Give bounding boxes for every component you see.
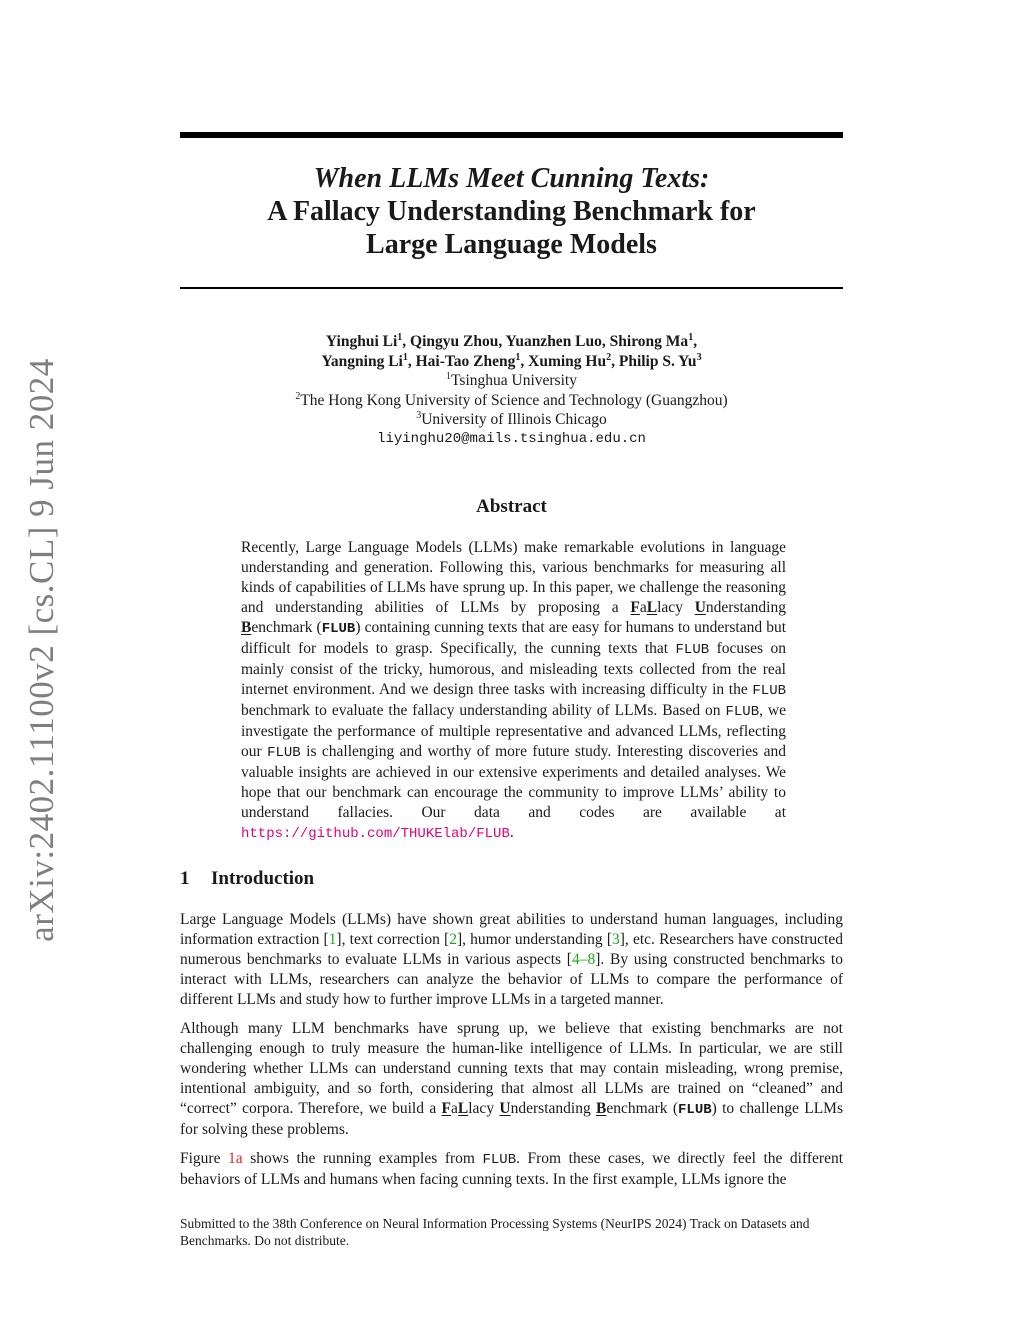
paper-title bbox=[180, 162, 843, 261]
abstract-segment: ) containing cunning texts that are easy for humans to understand but difficult for models to grasp. Specifically, the cunning texts that bbox=[241, 619, 786, 657]
text-segment: Large Language Models (LLMs) have shown great abilities to understand human languages, including information extraction [ bbox=[180, 911, 843, 948]
benchmark-name: FLUB bbox=[267, 745, 301, 761]
author-name: Hai-Tao Zheng bbox=[415, 352, 516, 370]
benchmark-name: FLUB bbox=[675, 642, 710, 658]
author-affiliation-mark: 1 bbox=[688, 331, 694, 343]
text-segment: shows the running examples from bbox=[242, 1150, 483, 1167]
paragraph bbox=[180, 1019, 843, 1140]
affiliation-mark: 2 bbox=[295, 390, 301, 402]
author-separator: , bbox=[520, 352, 529, 370]
section-title: Introduction bbox=[211, 868, 315, 889]
author-separator: , bbox=[498, 333, 506, 350]
citation-link[interactable]: 3 bbox=[611, 931, 620, 948]
abstract-segment: is challenging and worthy of more future study. Interesting discoveries and valuable insights are achieved in our extensive experiments and detailed analyses. We hope that our benchmark can encourage the community to improve LLMs’ ability to understand fallacies. Our data and codes are available at bbox=[241, 743, 786, 821]
acronym-letter: L bbox=[457, 1100, 469, 1117]
author-line-1 bbox=[180, 332, 843, 352]
benchmark-name: FLUB bbox=[678, 1102, 712, 1118]
acronym-letter: U bbox=[694, 599, 706, 616]
affiliation-1 bbox=[180, 371, 843, 391]
paragraph bbox=[180, 910, 843, 1010]
acronym-segment: a bbox=[451, 1100, 458, 1117]
abstract-segment: benchmark to evaluate the fallacy understanding ability of LLMs. Based on bbox=[241, 702, 726, 719]
abstract-segment: , we investigate the performance of multiple representative and advanced LLMs, reflecting our bbox=[241, 702, 786, 760]
contact-email[interactable]: liyinghu20@mails.tsinghua.edu.cn bbox=[377, 430, 646, 447]
text-segment: ) to challenge LLMs for solving these problems. bbox=[180, 1100, 843, 1138]
abstract-segment: Recently, Large Language Models (LLMs) make remarkable evolutions in language understanding and generation. Following this, various benchmarks for measuring all kinds of capabilities of LLMs have sprung up. In this paper, we challenge the reasoning and understanding abilities of LLMs by proposing a bbox=[241, 539, 786, 616]
author-name: Philip S. Yu bbox=[618, 352, 697, 370]
acronym-letter: F bbox=[441, 1100, 452, 1117]
benchmark-name: FLUB bbox=[482, 1152, 517, 1168]
citation-link[interactable]: 4–8 bbox=[571, 951, 596, 968]
acronym-letter: B bbox=[596, 1100, 607, 1117]
title-top-rule bbox=[180, 132, 843, 138]
text-segment: ], etc. Researchers have constructed numerous benchmarks to evaluate LLMs in various aspects [ bbox=[180, 931, 843, 968]
author-name: Yuanzhen Luo bbox=[505, 333, 602, 350]
citation-link[interactable]: 1 bbox=[328, 931, 337, 948]
author-affiliation-mark: 1 bbox=[402, 351, 408, 363]
title-bottom-rule bbox=[180, 287, 843, 289]
benchmark-name: FLUB bbox=[752, 683, 786, 699]
paragraph bbox=[180, 1149, 843, 1190]
abstract-segment: . bbox=[509, 824, 514, 841]
author-name: Shirong Ma bbox=[609, 333, 689, 350]
text-segment: ]. By using constructed benchmarks to interact with LLMs, researchers can analyze the behavior of LLMs to compare the performance of different LLMs and study how to further improve LLMs in a targeted manner. bbox=[180, 951, 843, 1008]
acronym-segment: lacy bbox=[657, 599, 695, 616]
abstract-text bbox=[241, 538, 786, 844]
benchmark-name: FLUB bbox=[725, 704, 760, 720]
text-segment: Figure bbox=[180, 1150, 229, 1167]
github-link[interactable]: https://github.com/THUKElab/FLUB bbox=[241, 826, 510, 842]
submission-footnote: Submitted to the 38th Conference on Neural Information Processing Systems (NeurIPS 2024) Track on Datasets and Benchmarks. Do not distribute. bbox=[180, 1216, 810, 1248]
author-affiliation-mark: 2 bbox=[606, 351, 612, 363]
acronym-letter: B bbox=[241, 619, 252, 636]
author-name: Qingyu Zhou bbox=[410, 333, 499, 350]
section-number: 1 bbox=[180, 868, 190, 889]
text-segment: ], text correction [ bbox=[336, 931, 450, 948]
author-separator: , bbox=[407, 352, 416, 370]
arxiv-identifier-stamp bbox=[22, 358, 62, 942]
benchmark-name: FLUB bbox=[321, 621, 356, 637]
title-line-1: When LLMs Meet Cunning Texts: bbox=[313, 163, 710, 194]
citation-link[interactable]: 2 bbox=[449, 931, 457, 948]
figure-reference-link[interactable]: 1a bbox=[228, 1150, 243, 1167]
author-name: Yangning Li bbox=[321, 352, 403, 370]
acronym-segment: lacy bbox=[468, 1100, 500, 1117]
acronym-segment: nderstanding bbox=[510, 1100, 597, 1117]
author-affiliation-mark: 3 bbox=[696, 351, 702, 363]
abstract-segment: focuses on mainly consist of the tricky, humorous, and misleading texts collected from the real internet environment. And we design three tasks with increasing difficulty in the bbox=[241, 640, 786, 698]
affiliation-name: Tsinghua University bbox=[451, 372, 577, 389]
text-segment: ], humor understanding [ bbox=[456, 931, 612, 948]
title-line-3: Large Language Models bbox=[366, 229, 657, 260]
author-affiliation-mark: 1 bbox=[515, 351, 521, 363]
acronym-letter: L bbox=[646, 599, 658, 616]
section-heading-introduction bbox=[180, 868, 314, 890]
acronym-segment: enchmark ( bbox=[606, 1100, 679, 1117]
author-separator: , bbox=[402, 333, 411, 350]
acronym-letter: U bbox=[499, 1100, 511, 1117]
title-line-2: A Fallacy Understanding Benchmark for bbox=[267, 196, 756, 227]
acronym-segment: enchmark ( bbox=[251, 619, 322, 636]
abstract-heading: Abstract bbox=[476, 496, 547, 517]
acronym-segment: a bbox=[639, 599, 647, 616]
arxiv-stamp-text: arXiv:2402.11100v2 [cs.CL] 9 Jun 2024 bbox=[22, 358, 62, 942]
author-separator: , bbox=[611, 352, 619, 370]
author-name: Xuming Hu bbox=[528, 352, 607, 370]
author-line-2 bbox=[180, 352, 843, 372]
text-segment: . From these cases, we directly feel the different behaviors of LLMs and humans when facing cunning texts. In the first example, LLMs ignore the bbox=[180, 1150, 844, 1188]
affiliation-2 bbox=[180, 391, 843, 411]
acronym-segment: nderstanding bbox=[705, 599, 786, 616]
text-segment: Although many LLM benchmarks have sprung up, we believe that existing benchmarks are not challenging enough to truly measure the human-like intelligence of LLMs. In particular, we are still wondering whether LLMs can understand cunning texts that may contain misleading, wrong premise, intentional ambiguity, and so forth, considering that almost all LLMs are trained on “cleaned” and “correct” corpora. Therefore, we build a bbox=[180, 1020, 843, 1117]
affiliation-name: The Hong Kong University of Science and Technology (Guangzhou) bbox=[300, 391, 728, 409]
author-name: Yinghui Li bbox=[325, 333, 398, 350]
author-block bbox=[180, 332, 843, 449]
author-separator: , bbox=[693, 333, 698, 350]
author-separator: , bbox=[601, 333, 610, 350]
affiliation-3 bbox=[180, 410, 843, 430]
affiliation-name: University of Illinois Chicago bbox=[421, 411, 607, 428]
author-affiliation-mark: 1 bbox=[397, 331, 403, 343]
introduction-body bbox=[180, 910, 843, 1199]
affiliation-mark: 1 bbox=[446, 370, 452, 382]
affiliation-mark: 3 bbox=[416, 409, 422, 421]
acronym-letter: F bbox=[630, 599, 640, 616]
